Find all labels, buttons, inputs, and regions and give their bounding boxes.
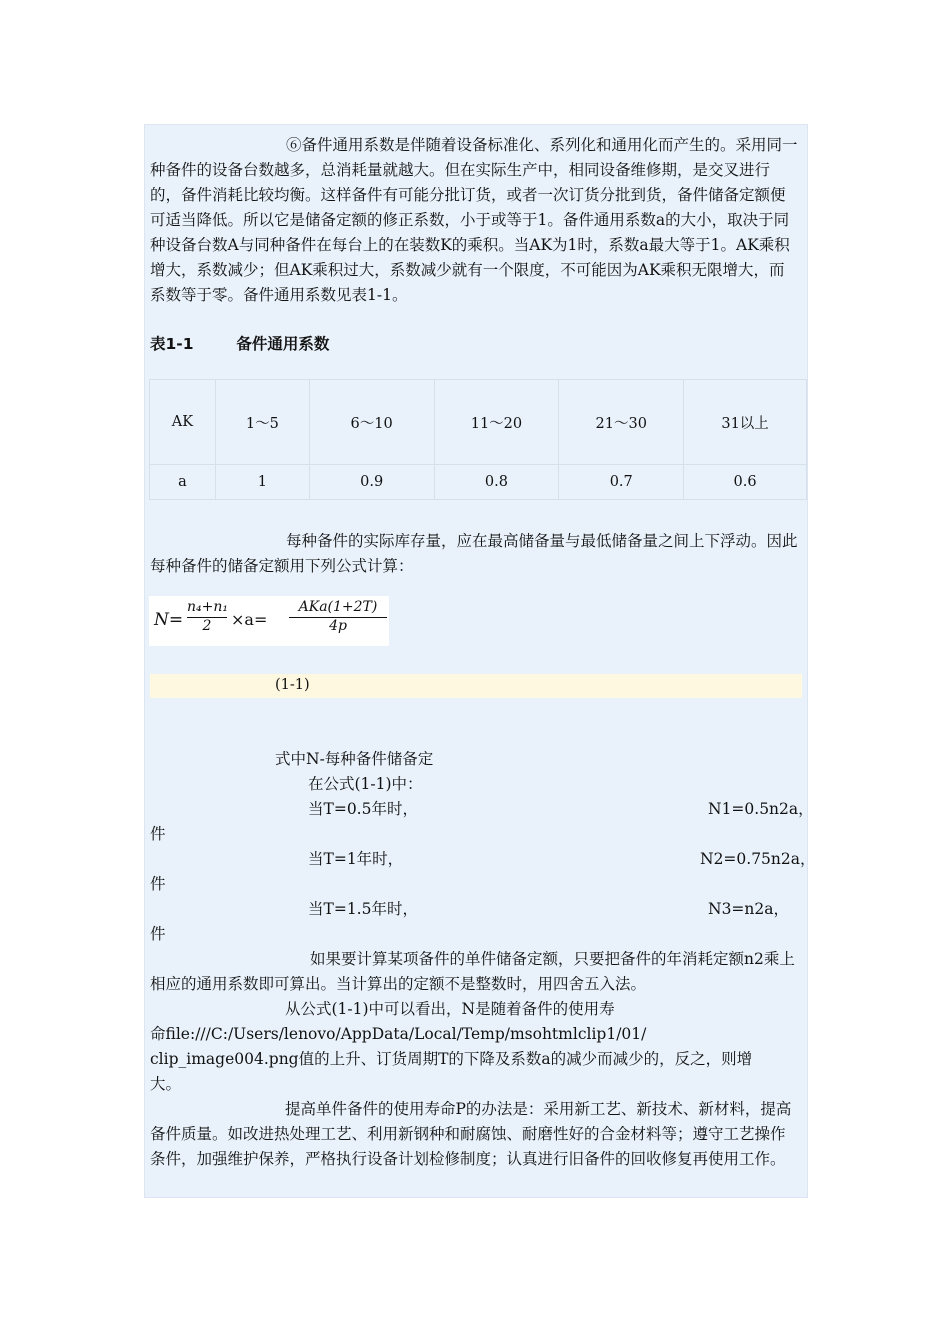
formula-lhs: N=: [154, 610, 184, 630]
fraction-numerator: n₄+n₁: [187, 599, 227, 618]
table-cell: 6～10: [309, 380, 434, 465]
table-cell: 0.8: [434, 465, 559, 500]
in-formula-line: 在公式(1-1)中：: [308, 775, 423, 793]
case-value: N2=0.75n2a，: [700, 850, 816, 868]
case-label: 当T=0.5年时，: [308, 800, 418, 818]
table-cell: 1: [215, 465, 309, 500]
table-number: 表1-1: [150, 335, 194, 353]
formula-fraction-1: [187, 599, 227, 634]
table-header-row: [150, 380, 807, 465]
equation-number: (1-1): [275, 677, 310, 693]
case-unit: 件: [150, 875, 166, 893]
table-cell: 0.7: [559, 465, 684, 500]
case-label: 当T=1.5年时，: [308, 900, 418, 918]
path-line: 命file:///C:/Users/lenovo/AppData/Local/Temp/msohtmlclip1/01/: [150, 1025, 647, 1043]
formula-fraction-2: [289, 599, 387, 634]
table-cell: 21～30: [559, 380, 684, 465]
calc-paragraph: 如果要计算某项备件的单件储备定额，只要把备件的年消耗定额n2乘上相应的通用系数即可算出。当计算出的定额不是整数时，用四舍五入法。: [150, 950, 795, 993]
from-formula-line: 从公式(1-1)中可以看出，N是随着备件的使用寿: [285, 1000, 615, 1018]
case-label: 当T=1年时，: [308, 850, 404, 868]
table-cell: 31以上: [684, 380, 807, 465]
table-cell: 11～20: [434, 380, 559, 465]
fraction-denominator: 4p: [329, 618, 347, 634]
path-line: clip_image004.png值的上升、订货周期T的下降及系数a的减少而减少的，反之，则增: [150, 1050, 753, 1068]
equation-number-bar: [150, 674, 802, 698]
table-cell: a: [150, 465, 216, 500]
stock-paragraph: 每种备件的实际库存量，应在最高储备量与最低储备量之间上下浮动。因此每种备件的储备定额用下列公式计算：: [150, 532, 798, 575]
path-line: 大。: [150, 1075, 182, 1093]
case-unit: 件: [150, 825, 166, 843]
table-cell: 0.6: [684, 465, 807, 500]
improve-paragraph: 提高单件备件的使用寿命P的办法是：采用新工艺、新技术、新材料，提高备件质量。如改进热处理工艺、利用新钢种和耐腐蚀、耐磨性好的合金材料等；遵守工艺操作条件，加强维护保养，严格执行设备计划检修制度；认真进行旧备件的回收修复再使用工作。: [150, 1100, 792, 1168]
table-cell: AK: [150, 380, 216, 465]
case-value: N3=n2a，: [708, 900, 789, 918]
formula-image: [149, 596, 389, 646]
table-cell: 0.9: [309, 465, 434, 500]
table-title: 备件通用系数: [236, 335, 330, 353]
table-cell: 1～5: [215, 380, 309, 465]
coefficient-table: [149, 379, 807, 500]
case-value: N1=0.5n2a，: [708, 800, 814, 818]
intro-paragraph: ⑥备件通用系数是伴随着设备标准化、系列化和通用化而产生的。采用同一种备件的设备台数越多，总消耗量就越大。但在实际生产中，相同设备维修期，是交叉进行的，备件消耗比较均衡。这样备件有可能分批订货，或者一次订货分批到货，备件储备定额便可适当降低。所以它是储备定额的修正系数，小于或等于1。备件通用系数a的大小，取决于同种设备台数A与同种备件在每台上的在装数K的乘积。当AK为1时，系数a最大等于1。AK乘积增大，系数减少；但AK乘积过大，系数减少就有一个限度，不可能因为AK乘积无限增大，而系数等于零。备件通用系数见表1-1。: [150, 136, 798, 304]
case-unit: 件: [150, 925, 166, 943]
table-caption: [150, 332, 329, 354]
fraction-denominator: 2: [202, 618, 212, 634]
fraction-numerator: AKa(1+2T): [289, 599, 387, 618]
where-line: 式中N-每种备件储备定: [275, 750, 434, 768]
table-value-row: [150, 465, 807, 500]
formula-times: ×a=: [231, 610, 268, 629]
